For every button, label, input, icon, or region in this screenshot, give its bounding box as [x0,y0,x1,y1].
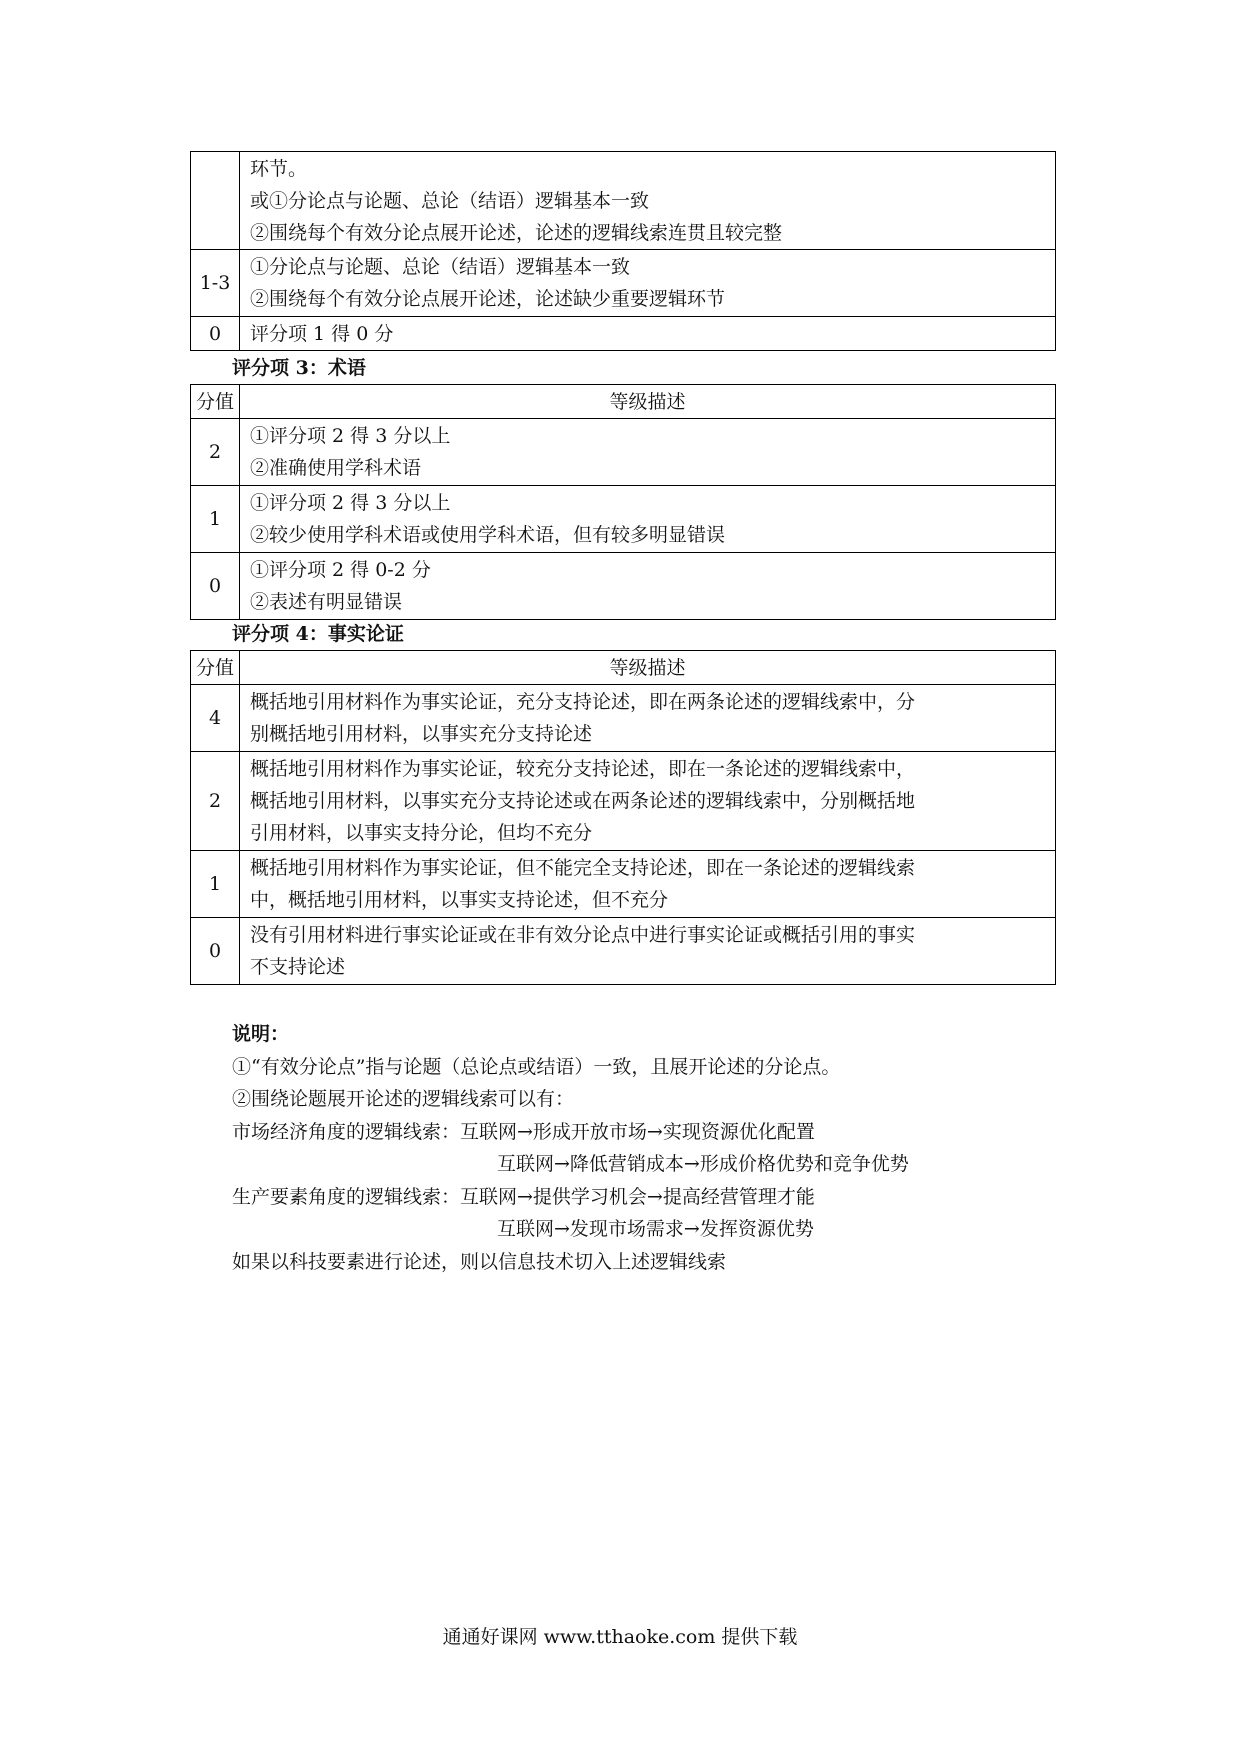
description-cell [240,553,1056,620]
description-cell [240,250,1056,317]
rubric-table-terminology [190,384,1056,620]
rubric-table-2-continuation [190,151,1056,351]
description-cell [240,918,1056,985]
description-cell [240,152,1056,250]
market-logic-row-2 [232,1148,909,1181]
table-row [191,685,1056,752]
description-line: ①评分项 2 得 3 分以上 [250,425,451,447]
score-cell: 0 [191,918,240,985]
score-cell: 0 [191,553,240,620]
notes-closing: 如果以科技要素进行论述，则以信息技术切入上述逻辑线索 [232,1250,727,1273]
table-row [191,918,1056,985]
description-line: 没有引用材料进行事实论证或在非有效分论点中进行事实论证或概括引用的事实 [250,924,916,946]
description-line: 概括地引用材料作为事实论证，充分支持论述，即在两条论述的逻辑线索中，分 [250,691,916,713]
description-cell [240,419,1056,486]
notes-item-1: ①“有效分论点”指与论题（总论点或结语）一致，且展开论述的分论点。 [232,1055,841,1078]
description-line: ①分论点与论题、总论（结语）逻辑基本一致 [250,256,631,278]
description-line: 引用材料，以事实支持分论，但均不充分 [250,822,593,844]
section-title-factual-argument: 评分项 4：事实论证 [232,623,404,645]
score-cell: 2 [191,752,240,851]
notes-title: 说明： [232,1023,290,1045]
description-line: 或①分论点与论题、总论（结语）逻辑基本一致 [250,189,650,212]
description-line: 不支持论述 [250,956,346,978]
rubric-table-factual-argument [190,650,1056,985]
description-cell [240,486,1056,553]
score-header: 分值 [191,385,240,419]
description-cell [240,317,1056,351]
description-line: ②较少使用学科术语或使用学科术语，但有较多明显错误 [250,524,726,546]
description-line: ②围绕每个有效分论点展开论述，论述的逻辑线索连贯且较完整 [250,221,783,244]
notes-item-2: ②围绕论题展开论述的逻辑线索可以有： [232,1088,575,1110]
market-logic-label: 市场经济角度的逻辑线索： [232,1120,461,1143]
description-line: 别概括地引用材料，以事实充分支持论述 [250,723,593,745]
table-row [191,752,1056,851]
description-line: 中，概括地引用材料，以事实支持论述，但不充分 [250,889,669,911]
description-line: 概括地引用材料，以事实充分支持论述或在两条论述的逻辑线索中，分别概括地 [250,790,916,812]
factor-logic-chain: 互联网→发现市场需求→发挥资源优势 [497,1218,814,1240]
score-cell: 2 [191,419,240,486]
description-line: ①评分项 2 得 3 分以上 [250,492,451,514]
footer-credit: 通通好课网 www.tthaoke.com 提供下载 [442,1626,798,1648]
description-header: 等级描述 [240,385,1056,419]
table-row [191,851,1056,918]
table-row [191,152,1056,250]
table-row [191,419,1056,486]
table-row [191,317,1056,351]
factor-logic-chain: 互联网→提供学习机会→提高经营管理才能 [460,1185,815,1208]
score-cell: 1 [191,851,240,918]
table-row [191,486,1056,553]
description-cell [240,685,1056,752]
score-cell: 0 [191,317,240,351]
description-cell [240,752,1056,851]
description-line: 评分项 1 得 0 分 [250,322,394,345]
description-line: ②围绕每个有效分论点展开论述，论述缺少重要逻辑环节 [250,288,726,310]
description-line: ②表述有明显错误 [250,591,403,613]
section-title-terminology: 评分项 3：术语 [232,357,366,379]
description-line: ①评分项 2 得 0-2 分 [250,559,431,581]
notes-section [232,1018,909,1278]
score-cell [191,152,240,250]
table-row [191,250,1056,317]
table-row [191,553,1056,620]
description-line: 概括地引用材料作为事实论证，但不能完全支持论述，即在一条论述的逻辑线索 [250,857,916,879]
market-logic-chain: 互联网→降低营销成本→形成价格优势和竞争优势 [497,1153,909,1175]
score-cell: 1 [191,486,240,553]
table-header-row [191,651,1056,685]
description-line: ②准确使用学科术语 [250,457,422,479]
factor-logic-row-1 [232,1181,909,1214]
factor-logic-label: 生产要素角度的逻辑线索： [232,1185,461,1208]
table-header-row [191,385,1056,419]
score-cell: 4 [191,685,240,752]
description-cell [240,851,1056,918]
description-header: 等级描述 [240,651,1056,685]
market-logic-row-1 [232,1116,909,1149]
description-line: 环节。 [250,157,308,180]
score-header: 分值 [191,651,240,685]
score-cell: 1-3 [191,250,240,317]
factor-logic-row-2 [232,1213,909,1246]
description-line: 概括地引用材料作为事实论证，较充分支持论述，即在一条论述的逻辑线索中， [250,758,916,780]
market-logic-chain: 互联网→形成开放市场→实现资源优化配置 [460,1120,815,1143]
